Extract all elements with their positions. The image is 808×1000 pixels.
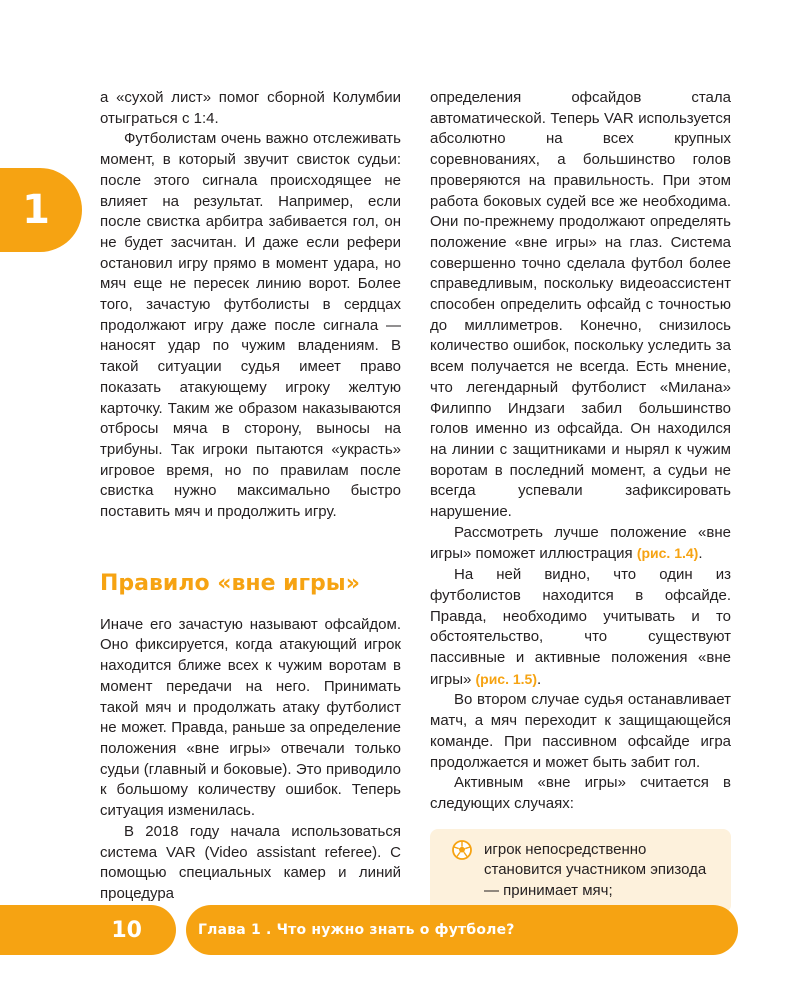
paragraph: Активным «вне игры» считается в следующих случаях: xyxy=(430,774,731,812)
left-column xyxy=(100,88,401,905)
right-column xyxy=(430,88,731,913)
bullet-text: игрок непосредственно становится участником эпизода — принимает мяч; xyxy=(484,840,707,900)
paragraph xyxy=(430,565,731,690)
paragraph: Футболистам очень важно отслеживать момент, в который звучит свисток судьи: после этого сигнала происходящее не влияет на результат. Например, если после свистка арбитра забивается гол, он не будет засчитан. И даже если рефери остановил игру прямо в момент удара, но мяч еще не пересек линию ворот. Более того, зачастую футболисты в сердцах продолжают игру даже после сигнала — наносят удар по чужим владениям. В такой ситуации судья имеет право показать атакующему игроку желтую карточку. Таким же образом наказываются отбросы мяча в сторону, выносы на трибуны. Так игроки пытаются «украсть» игровое время, но по правилам после свистка нужно максимально быстро поставить мяч и продолжить игру. xyxy=(100,130,401,521)
paragraph: Во втором случае судья останавливает матч, а мяч переходит к защищающейся команде. При пассивном офсайде игра продолжается и может быть забит гол. xyxy=(430,691,731,771)
chapter-tab xyxy=(0,168,82,252)
paragraph-text: . xyxy=(698,545,703,563)
bullet-callout xyxy=(430,829,731,913)
chapter-title: Глава 1 . Что нужно знать о футболе? xyxy=(198,922,515,938)
paragraph: Иначе его зачастую называют офсайдом. Оно фиксируется, когда атакующий игрок находится ближе всех к чужим воротам в момент передачи на него. Принимать такой мяч и продолжать атаку футболист не может. Правда, раньше за определение положения «вне игры» отвечали только судьи (главный и боковые). Это приводило к большому количеству ошибок. Теперь ситуация изменилась. xyxy=(100,615,401,820)
chapter-tab-number: 1 xyxy=(22,187,50,233)
page-number-tab xyxy=(0,905,176,955)
paragraph xyxy=(430,523,731,565)
soccer-ball-icon xyxy=(452,840,472,860)
paragraph: определения офсайдов стала автоматической. Теперь VAR используется абсолютно на всех крупных соревнованиях, а большинство голов проверяются на правильность. При этом работа боковых судей все же необходима. Они по-прежнему продолжают определять положение «вне игры» на глаз. Система совершенно точно сделала футбол более справедливым, поскольку видеоассистент способен определить офсайд с точностью до миллиметров. Конечно, снизилось количество ошибок, поскольку уследить за всем получается не всегда. Есть мнение, что легендарный футболист «Милана» Филиппо Индзаги забил большинство голов именно из офсайда. Он находился на линии с защитниками и нырял к чужим воротам в последний момент, а судьи не всегда успевали зафиксировать нарушение. xyxy=(430,89,731,521)
paragraph-text: На ней видно, что один из футболистов находится в офсайде. Правда, необходимо учитывать и то обстоятельство, что существуют пассивные и активные положения «вне игры» xyxy=(430,566,731,688)
page-number: 10 xyxy=(111,917,142,943)
paragraph: а «сухой лист» помог сборной Колумбии отыграться с 1:4. xyxy=(100,89,401,127)
paragraph-text: Рассмотреть лучше положение «вне игры» поможет иллюстрация xyxy=(430,523,731,563)
figure-reference: (рис. 1.4) xyxy=(636,545,699,562)
running-footer xyxy=(186,905,738,955)
figure-reference: (рис. 1.5) xyxy=(475,670,537,687)
section-heading: Правило «вне игры» xyxy=(100,570,360,596)
paragraph: В 2018 году начала использоваться система VAR (Video assistant referee). С помощью специальных камер и линий процедура xyxy=(100,822,401,902)
paragraph-text: . xyxy=(537,670,542,688)
